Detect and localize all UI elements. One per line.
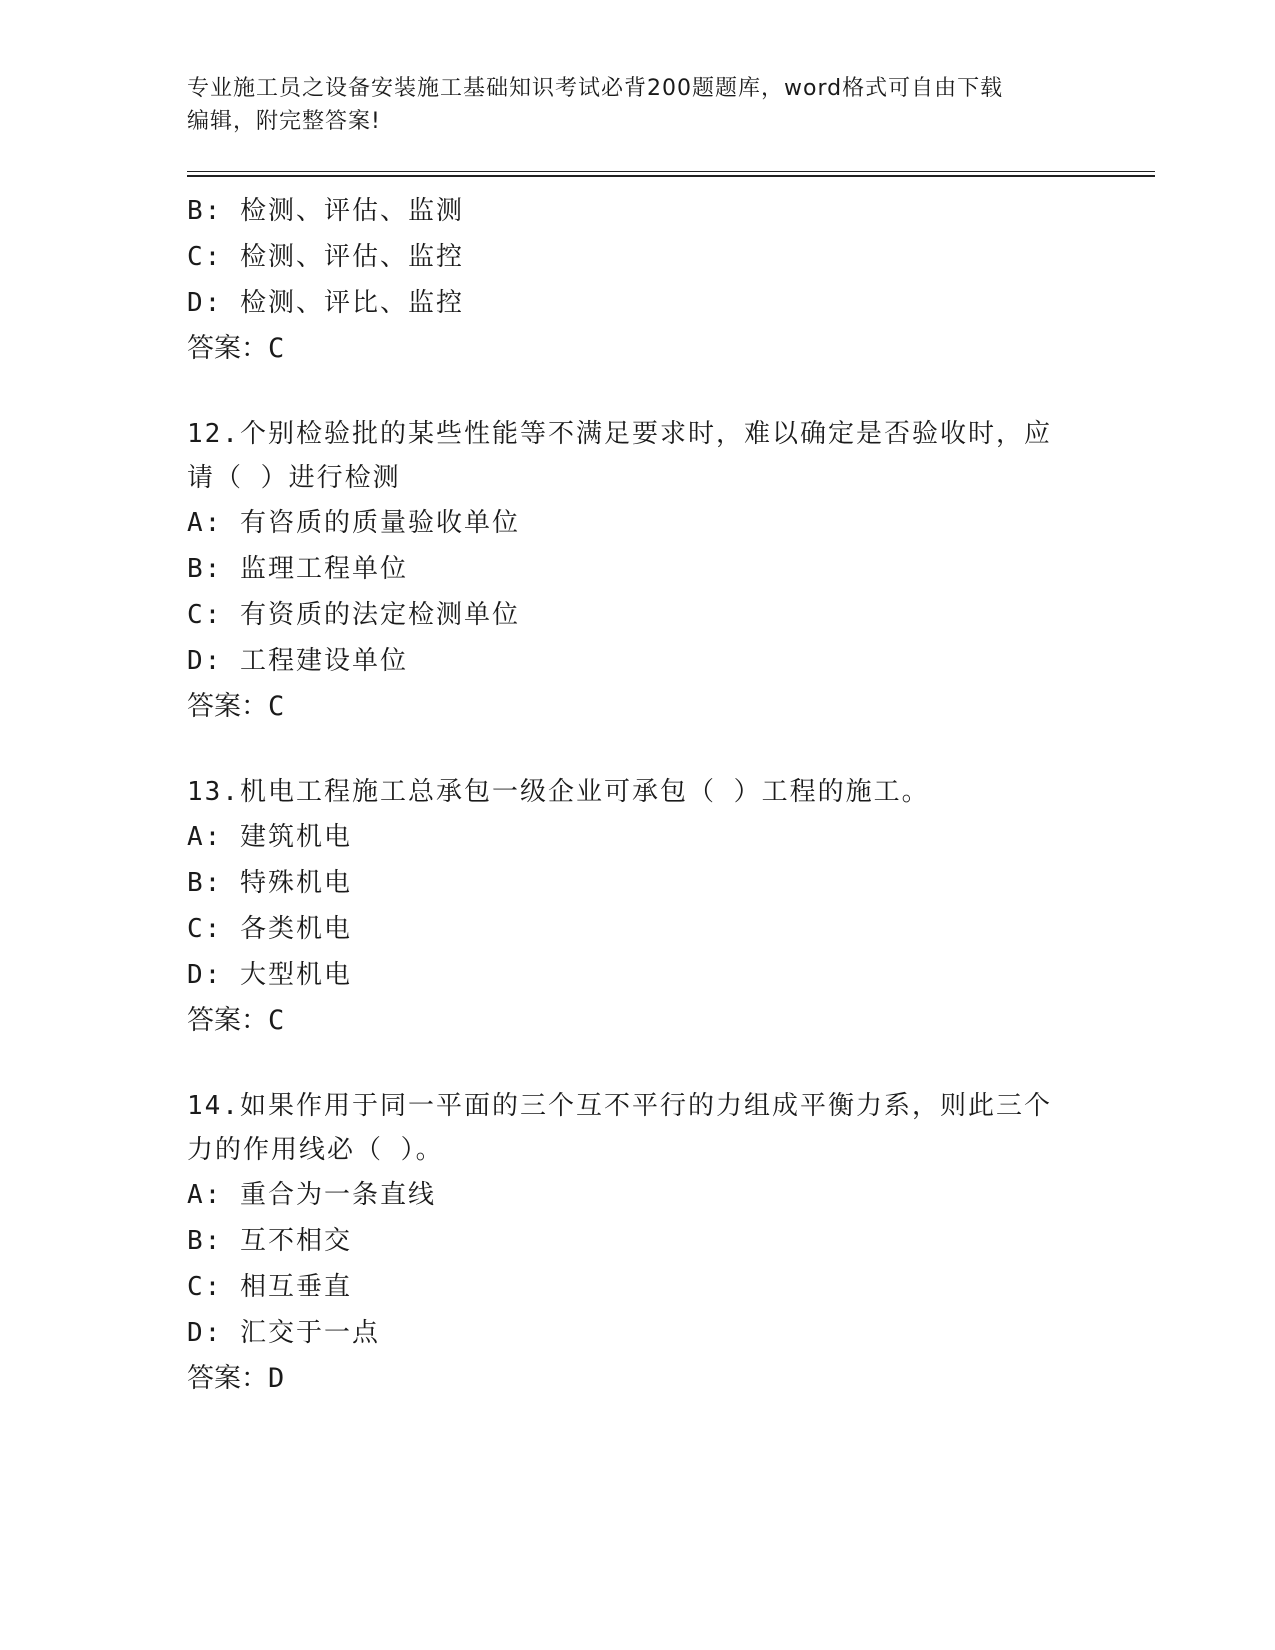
question-block-11 [187, 188, 1087, 372]
option-d: D: 汇交于一点 [187, 1318, 380, 1348]
option-b: B: 互不相交 [187, 1226, 352, 1256]
question-text: 如果作用于同一平面的三个互不平行的力组成平衡力系，则此三个力的作用线必（ ）。 [187, 1091, 1052, 1165]
answer-value: D [268, 1363, 285, 1394]
spacer [187, 730, 1087, 770]
answer-label: 答案： [187, 691, 268, 722]
question-list [187, 188, 1087, 1402]
option-c: C: 各类机电 [187, 914, 352, 944]
answer-line [187, 998, 1087, 1044]
answer-line [187, 1356, 1087, 1402]
question-number: 13. [187, 777, 240, 807]
option-d: D: 大型机电 [187, 960, 352, 990]
option-d: D: 检测、评比、监控 [187, 288, 464, 318]
option-c: C: 相互垂直 [187, 1272, 352, 1302]
option-b: B: 检测、评估、监测 [187, 196, 464, 226]
spacer [187, 1044, 1087, 1084]
answer-line [187, 326, 1087, 372]
question-text: 个别检验批的某些性能等不满足要求时，难以确定是否验收时，应请（ ）进行检测 [187, 419, 1052, 493]
option-b: B: 监理工程单位 [187, 554, 408, 584]
question-number: 14. [187, 1091, 240, 1121]
option-c: C: 有资质的法定检测单位 [187, 600, 520, 630]
option-a: A: 重合为一条直线 [187, 1180, 436, 1210]
answer-line [187, 684, 1087, 730]
question-number: 12. [187, 419, 240, 449]
option-a: A: 建筑机电 [187, 822, 352, 852]
option-a: A: 有咨质的质量验收单位 [187, 508, 520, 538]
answer-label: 答案： [187, 333, 268, 364]
answer-value: C [268, 1005, 285, 1036]
answer-value: C [268, 333, 285, 364]
option-c: C: 检测、评估、监控 [187, 242, 464, 272]
header-divider-thick [187, 175, 1155, 177]
question-block-14 [187, 1084, 1087, 1402]
header-title-line2: 编辑，附完整答案! [187, 109, 381, 134]
answer-value: C [268, 691, 285, 722]
question-stem [187, 1084, 1067, 1172]
spacer [187, 372, 1087, 412]
question-block-12 [187, 412, 1087, 730]
option-d: D: 工程建设单位 [187, 646, 408, 676]
question-block-13 [187, 770, 1087, 1044]
question-stem [187, 770, 1067, 814]
document-header [187, 72, 1087, 138]
option-b: B: 特殊机电 [187, 868, 352, 898]
header-title-line1: 专业施工员之设备安装施工基础知识考试必背200题题库，word格式可自由下载 [187, 76, 1004, 101]
header-divider-thin [187, 171, 1155, 172]
answer-label: 答案： [187, 1363, 268, 1394]
answer-label: 答案： [187, 1005, 268, 1036]
question-stem [187, 412, 1067, 500]
question-text: 机电工程施工总承包一级企业可承包（ ）工程的施工。 [239, 777, 930, 807]
